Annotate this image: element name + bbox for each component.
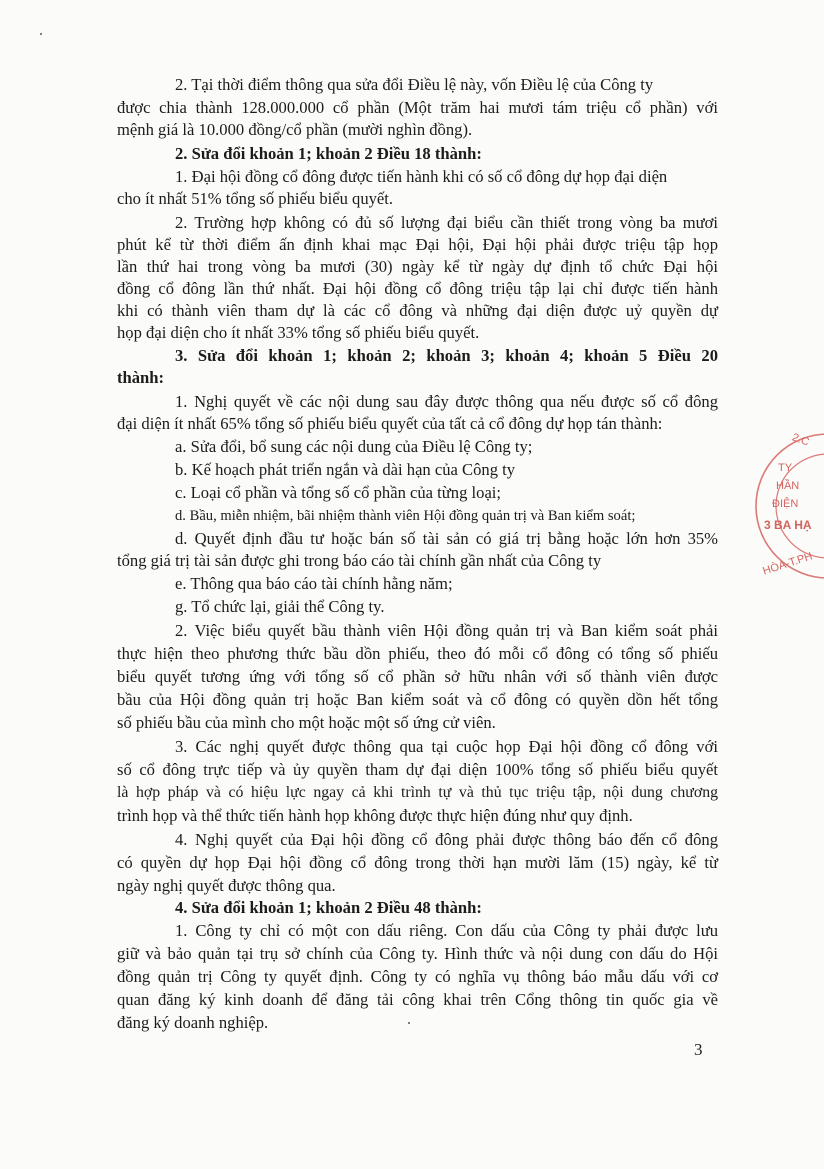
text-line: 2. Trường hợp không có đủ số lượng đại biểu cần thiết trong vòng ba mươi: [175, 213, 718, 232]
text-line: 4. Nghị quyết của Đại hội đồng cổ đông phải được thông báo đến cổ đông: [175, 830, 718, 849]
list-item: b. Kế hoạch phát triển ngắn và dài hạn của Công ty: [175, 460, 516, 479]
list-item: c. Loại cổ phần và tổng số cổ phần của từng loại;: [175, 483, 502, 502]
text-line: lần thứ hai trong vòng ba mươi (30) ngày kể từ ngày dự định tổ chức Đại hội: [117, 257, 718, 276]
stamp-text: ĐIỆN: [772, 498, 799, 510]
text-line: 1. Nghị quyết về các nội dung sau đây được thông qua nếu được số cổ đông: [175, 392, 718, 411]
text-line: 1. Công ty chỉ có một con dấu riêng. Con dấu của Công ty phải được lưu: [175, 921, 718, 940]
stamp-text: HẦN: [776, 480, 800, 492]
text-line: 2. Việc biểu quyết bầu thành viên Hội đồng quản trị và Ban kiểm soát phải: [175, 621, 718, 640]
text-line: giữ và bảo quản tại trụ sở chính của Công ty. Hình thức và nội dung con dấu do Hội: [117, 944, 718, 963]
text-line: quan đăng ký kinh doanh để đăng tải công khai trên Cổng thông tin quốc gia về: [117, 990, 718, 1009]
text-line: đăng ký doanh nghiệp.: [117, 1013, 269, 1032]
text-line: có quyền dự họp Đại hội đồng cổ đông trong thời hạn mười lăm (15) ngày, kể từ: [117, 853, 718, 872]
list-item: d. Quyết định đầu tư hoặc bán số tài sản có giá trị bằng hoặc lớn hơn 35%: [175, 529, 718, 548]
text-line: phút kể từ thời điểm ấn định khai mạc Đại hội, Đại hội phải được triệu tập họp: [117, 235, 718, 254]
text-line: tổng giá trị tài sản được ghi trong báo cáo tài chính gần nhất của Công ty: [117, 551, 602, 570]
section-heading: 4. Sửa đổi khoản 1; khoản 2 Điều 48 thành:: [175, 898, 482, 917]
text-line: số cổ đông trực tiếp và ủy quyền tham dự đại diện 100% tổng số phiếu biểu quyết: [117, 760, 718, 779]
section-heading: 3. Sửa đổi khoản 1; khoản 2; khoản 3; khoản 4; khoản 5 Điều 20: [175, 346, 718, 365]
text-line: họp đại diện cho ít nhất 33% tổng số phiếu biểu quyết.: [117, 323, 480, 342]
text-line: được chia thành 128.000.000 cổ phần (Một trăm hai mươi tám triệu cổ phần) với: [117, 98, 718, 117]
page-number: 3: [694, 1040, 703, 1059]
text-line: 1. Đại hội đồng cổ đông được tiến hành khi có số cổ đông dự họp đại diện: [175, 167, 668, 186]
text-line: ngày nghị quyết được thông qua.: [117, 876, 336, 895]
section-heading: thành:: [117, 368, 165, 387]
text-line: khi có thành viên tham dự là các cổ đông và những đại diện được uỷ quyền dự: [117, 301, 718, 320]
company-stamp: [748, 424, 824, 592]
text-line: đồng quản trị Công ty quyết định. Công ty có nghĩa vụ thông báo mẫu dấu với cơ: [117, 967, 718, 986]
text-line: đại diện ít nhất 65% tổng số phiếu biểu quyết của tất cả cổ đông dự họp tán thành:: [117, 414, 663, 433]
list-item: g. Tổ chức lại, giải thể Công ty.: [175, 597, 385, 616]
text-line: 3. Các nghị quyết được thông qua tại cuộc họp Đại hội đồng cổ đông với: [175, 737, 718, 756]
stamp-text: HÒA-T.PH: [761, 550, 814, 578]
text-line: cho ít nhất 51% tổng số phiếu biểu quyết.: [117, 189, 394, 208]
list-item: e. Thông qua báo cáo tài chính hằng năm;: [175, 574, 453, 593]
stamp-text: 2.C: [790, 431, 811, 449]
text-line: mệnh giá là 10.000 đồng/cổ phần (mười nghìn đồng).: [117, 120, 473, 139]
text-line: trình họp và thể thức tiến hành họp không được thực hiện đúng như quy định.: [117, 806, 633, 825]
section-heading: 2. Sửa đổi khoản 1; khoản 2 Điều 18 thành:: [175, 144, 482, 163]
scan-speck: [40, 33, 42, 35]
stamp-text: TY: [778, 462, 793, 474]
text-line: đồng cổ đông lần thứ nhất. Đại hội đồng cổ đông triệu tập lại chỉ được tiến hành: [117, 279, 718, 298]
list-item: a. Sửa đổi, bổ sung các nội dung của Điều lệ Công ty;: [175, 437, 533, 456]
stamp-text: 3 BA HẠ: [764, 518, 812, 532]
text-line: biểu quyết tương ứng với tổng số cổ phần sở hữu nhân với số thành viên được: [117, 667, 718, 686]
text-line: bầu của Hội đồng quản trị hoặc Ban kiểm soát và cổ đông có quyền dồn hết tổng: [117, 690, 718, 709]
text-line: 2. Tại thời điểm thông qua sửa đổi Điều lệ này, vốn Điều lệ của Công ty: [175, 75, 654, 94]
text-line: thực hiện theo phương thức bầu dồn phiếu, theo đó mỗi cổ đông có tổng số phiếu: [117, 644, 718, 663]
text-line: số phiếu bầu của mình cho một hoặc một số ứng cử viên.: [117, 713, 496, 732]
text-line: là hợp pháp và có hiệu lực ngay cả khi trình tự và thủ tục triệu tập, nội dung chương: [117, 784, 718, 801]
list-item: d. Bầu, miễn nhiệm, bãi nhiệm thành viên Hội đồng quản trị và Ban kiểm soát;: [175, 508, 636, 524]
scan-speck: [408, 1022, 410, 1024]
